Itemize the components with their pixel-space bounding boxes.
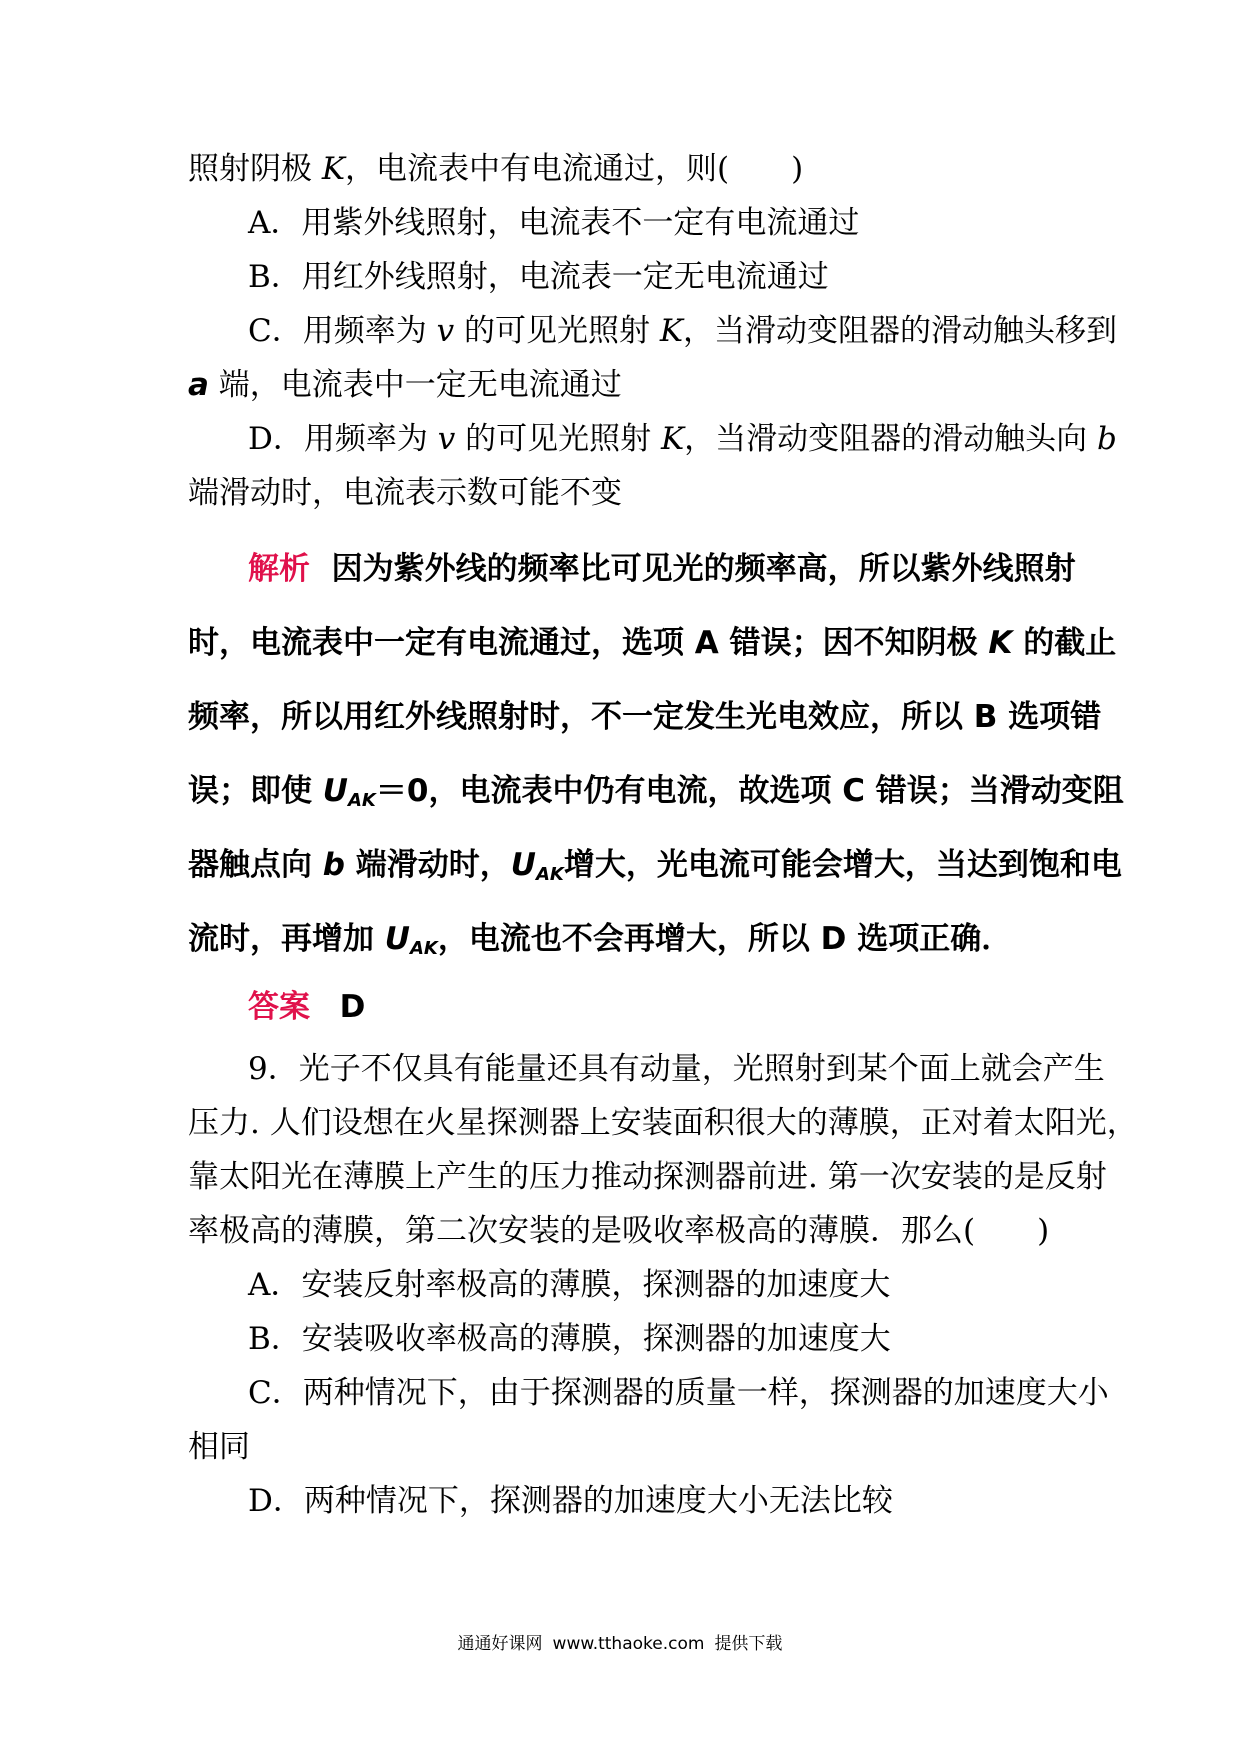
- text: 时，电流表中一定有电流通过，选项 A 错误；因不知阴极: [188, 625, 989, 661]
- analysis-line-2: [0, 620, 1240, 666]
- footer-note: 提供下载: [714, 1634, 783, 1654]
- q9-option-a: A．安装反射率极高的薄膜，探测器的加速度大: [248, 1267, 891, 1303]
- q8-stem-text-2: ，电流表中有电流通过，则( ): [345, 151, 804, 187]
- var-v: v: [437, 421, 456, 457]
- footer-url[interactable]: www.tthaoke.com: [552, 1634, 705, 1654]
- q8-option-c: [0, 308, 1240, 354]
- text: 的截止: [1012, 625, 1117, 661]
- subscript: AK: [409, 938, 438, 959]
- q8-option-d-cont: 端滑动时，电流表示数可能不变: [188, 475, 622, 511]
- var-b: b: [1096, 421, 1117, 457]
- q8-option-d: [0, 416, 1240, 462]
- answer-line: [0, 984, 1240, 1030]
- var-k: K: [659, 313, 683, 349]
- var-a: a: [188, 367, 209, 403]
- q8-stem-var: K: [321, 151, 346, 187]
- q8-option-b: B．用红外线照射，电流表一定无电流通过: [248, 259, 829, 295]
- q8-option-c-cont: [0, 362, 1240, 408]
- text: D．用频率为: [248, 421, 438, 457]
- analysis-line-6: [0, 916, 1240, 972]
- text: 器触点向: [188, 847, 323, 883]
- text: ，电流也不会再增大，所以 D 选项正确．: [437, 921, 1013, 957]
- analysis-label: 解析: [248, 551, 310, 587]
- text: 端滑动时，: [345, 847, 511, 883]
- q9-stem-line-3: 靠太阳光在薄膜上产生的压力推动探测器前进. 第一次安装的是反射: [188, 1159, 1107, 1195]
- footer-site-name: 通通好课网: [457, 1634, 543, 1654]
- text: 因为紫外线的频率比可见光的频率高，所以紫外线照射: [331, 551, 1076, 587]
- q9-option-c-cont: 相同: [188, 1429, 250, 1465]
- analysis-line-1: [0, 546, 1240, 592]
- text: ＝0，电流表中仍有电流，故选项 C 错误；当滑动变阻: [375, 773, 1124, 809]
- subscript: AK: [347, 790, 376, 811]
- analysis-line-4: [0, 768, 1240, 824]
- answer-value: D: [339, 989, 366, 1025]
- text: 端，电流表中一定无电流通过: [208, 367, 622, 403]
- text: 误；即使: [188, 773, 323, 809]
- q8-option-a: A．用紫外线照射，电流表不一定有电流通过: [248, 205, 860, 241]
- var-v: v: [436, 313, 455, 349]
- text: 的可见光照射: [455, 421, 661, 457]
- var-k: K: [660, 421, 685, 457]
- var-u: U: [384, 921, 410, 957]
- var-b: b: [322, 847, 345, 883]
- page-footer: [0, 1632, 1240, 1656]
- var-u: U: [510, 847, 536, 883]
- analysis-line-3: 频率，所以用红外线照射时，不一定发生光电效应，所以 B 选项错: [188, 699, 1102, 735]
- q8-stem-text: 照射阴极: [188, 151, 322, 187]
- q9-stem-line-1: 9．光子不仅具有能量还具有动量，光照射到某个面上就会产生: [248, 1051, 1105, 1087]
- text: 流时，再增加: [188, 921, 385, 957]
- text: ，当滑动变阻器的滑动触头移到: [682, 313, 1117, 349]
- q9-stem-line-4: 率极高的薄膜，第二次安装的是吸收率极高的薄膜．那么( ): [188, 1213, 1050, 1249]
- q9-option-c: C．两种情况下，由于探测器的质量一样，探测器的加速度大小: [248, 1375, 1109, 1411]
- subscript: AK: [535, 864, 564, 885]
- text: ，当滑动变阻器的滑动触头向: [684, 421, 1097, 457]
- text: 增大，光电流可能会增大，当达到饱和电: [563, 847, 1122, 883]
- var-u: U: [322, 773, 348, 809]
- q8-stem: [0, 146, 1240, 192]
- q9-option-b: B．安装吸收率极高的薄膜，探测器的加速度大: [248, 1321, 891, 1357]
- q9-stem-line-2: 压力. 人们设想在火星探测器上安装面积很大的薄膜，正对着太阳光，: [188, 1105, 1138, 1141]
- text: C．用频率为: [248, 313, 437, 349]
- answer-label: 答案: [248, 989, 310, 1025]
- q9-option-d: D．两种情况下，探测器的加速度大小无法比较: [248, 1483, 893, 1519]
- var-k: K: [988, 625, 1013, 661]
- text: 的可见光照射: [454, 313, 660, 349]
- analysis-line-5: [0, 842, 1240, 898]
